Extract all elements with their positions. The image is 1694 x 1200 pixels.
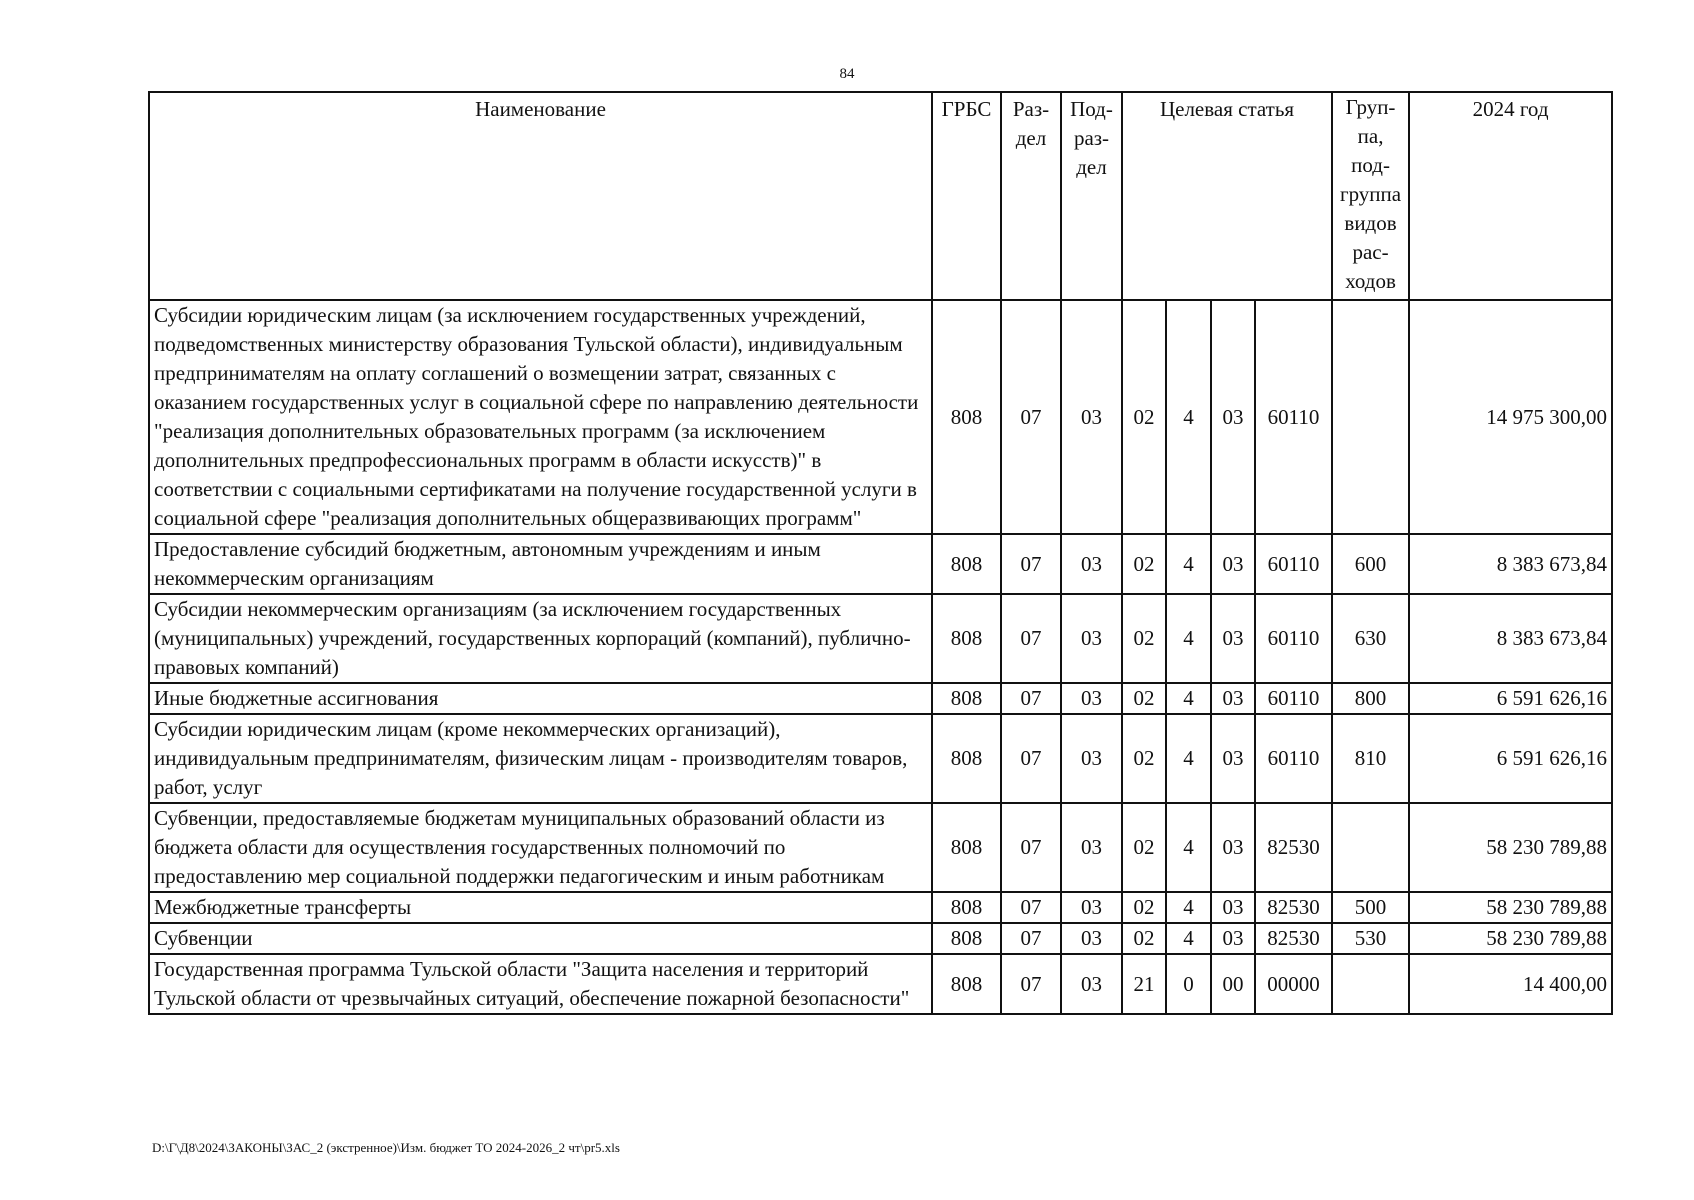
row-grbs: 808 — [932, 923, 1001, 954]
row-target-direction: 60110 — [1255, 300, 1332, 534]
row-grbs: 808 — [932, 683, 1001, 714]
table-row — [149, 803, 1612, 892]
row-amount: 6 591 626,16 — [1409, 683, 1612, 714]
row-expense-group: 800 — [1332, 683, 1409, 714]
row-podrazdel: 03 — [1061, 954, 1122, 1014]
row-target-program: 02 — [1122, 803, 1166, 892]
row-target-direction: 60110 — [1255, 534, 1332, 594]
row-expense-group: 530 — [1332, 923, 1409, 954]
row-grbs: 808 — [932, 892, 1001, 923]
table-row — [149, 954, 1612, 1014]
row-target-type: 4 — [1166, 892, 1211, 923]
row-grbs: 808 — [932, 534, 1001, 594]
header-razdel: Раз- дел — [1001, 92, 1061, 300]
row-razdel: 07 — [1001, 892, 1061, 923]
table-row — [149, 683, 1612, 714]
row-podrazdel: 03 — [1061, 803, 1122, 892]
row-target-type: 4 — [1166, 683, 1211, 714]
row-target-type: 4 — [1166, 923, 1211, 954]
footer-file-path: D:\Г\Д8\2024\ЗАКОНЫ\ЗАС_2 (экстренное)\Изм. бюджет ТО 2024-2026_2 чт\pr5.xls — [152, 1140, 620, 1155]
row-grbs: 808 — [932, 594, 1001, 683]
row-expense-group — [1332, 300, 1409, 534]
row-podrazdel: 03 — [1061, 892, 1122, 923]
row-target-type: 4 — [1166, 300, 1211, 534]
row-target-type: 4 — [1166, 714, 1211, 803]
row-target-program: 02 — [1122, 594, 1166, 683]
row-target-direction: 60110 — [1255, 683, 1332, 714]
row-expense-group: 810 — [1332, 714, 1409, 803]
row-amount: 8 383 673,84 — [1409, 534, 1612, 594]
row-target-direction: 60110 — [1255, 594, 1332, 683]
row-target-program: 02 — [1122, 300, 1166, 534]
row-target-program: 21 — [1122, 954, 1166, 1014]
row-target-program: 02 — [1122, 534, 1166, 594]
row-grbs: 808 — [932, 803, 1001, 892]
row-amount: 14 975 300,00 — [1409, 300, 1612, 534]
row-grbs: 808 — [932, 714, 1001, 803]
row-razdel: 07 — [1001, 534, 1061, 594]
row-target-subprogram: 03 — [1211, 714, 1255, 803]
row-target-type: 0 — [1166, 954, 1211, 1014]
row-target-direction: 60110 — [1255, 714, 1332, 803]
row-amount: 58 230 789,88 — [1409, 803, 1612, 892]
row-grbs: 808 — [932, 300, 1001, 534]
row-podrazdel: 03 — [1061, 683, 1122, 714]
row-amount: 58 230 789,88 — [1409, 892, 1612, 923]
row-razdel: 07 — [1001, 954, 1061, 1014]
row-amount: 8 383 673,84 — [1409, 594, 1612, 683]
header-podrazdel: Под- раз- дел — [1061, 92, 1122, 300]
row-name: Субсидии юридическим лицам (кроме некоммерческих организаций), индивидуальным предпринимателям, физическим лицам - производителям товаров, работ, услуг — [149, 714, 932, 803]
row-name: Межбюджетные трансферты — [149, 892, 932, 923]
row-expense-group: 500 — [1332, 892, 1409, 923]
row-expense-group — [1332, 803, 1409, 892]
budget-table — [148, 91, 1613, 1015]
row-name: Субсидии некоммерческим организациям (за исключением государственных (муниципальных) учреждений, государственных корпораций (компаний), публично-правовых компаний) — [149, 594, 932, 683]
row-target-subprogram: 03 — [1211, 534, 1255, 594]
row-target-program: 02 — [1122, 923, 1166, 954]
page-number: 84 — [839, 66, 855, 82]
row-expense-group — [1332, 954, 1409, 1014]
row-name: Иные бюджетные ассигнования — [149, 683, 932, 714]
row-target-direction: 82530 — [1255, 923, 1332, 954]
row-podrazdel: 03 — [1061, 714, 1122, 803]
row-name: Субвенции — [149, 923, 932, 954]
row-target-subprogram: 03 — [1211, 300, 1255, 534]
row-target-type: 4 — [1166, 534, 1211, 594]
row-amount: 58 230 789,88 — [1409, 923, 1612, 954]
row-razdel: 07 — [1001, 594, 1061, 683]
table-body — [149, 300, 1612, 1014]
row-amount: 14 400,00 — [1409, 954, 1612, 1014]
header-row — [149, 92, 1612, 300]
row-name: Предоставление субсидий бюджетным, автономным учреждениям и иным некоммерческим организациям — [149, 534, 932, 594]
row-target-program: 02 — [1122, 683, 1166, 714]
row-target-type: 4 — [1166, 803, 1211, 892]
table-row — [149, 594, 1612, 683]
row-target-direction: 82530 — [1255, 803, 1332, 892]
row-target-program: 02 — [1122, 714, 1166, 803]
row-podrazdel: 03 — [1061, 534, 1122, 594]
row-target-direction: 00000 — [1255, 954, 1332, 1014]
table-row — [149, 892, 1612, 923]
row-podrazdel: 03 — [1061, 594, 1122, 683]
row-grbs: 808 — [932, 954, 1001, 1014]
row-target-subprogram: 03 — [1211, 594, 1255, 683]
row-razdel: 07 — [1001, 923, 1061, 954]
row-razdel: 07 — [1001, 803, 1061, 892]
row-amount: 6 591 626,16 — [1409, 714, 1612, 803]
row-expense-group: 630 — [1332, 594, 1409, 683]
row-target-subprogram: 03 — [1211, 803, 1255, 892]
row-name: Субсидии юридическим лицам (за исключением государственных учреждений, подведомственных министерству образования Тульской области), индивидуальным предпринимателям на оплату соглашений о возмещении затрат, связанных с оказанием государственных услуг в социальной сфере по направлению деятельности "реализация дополнительных образовательных программ (за исключением дополнительных предпрофессиональных программ в области искусств)" в соответствии с социальными сертификатами на получение государственной услуги в социальной сфере "реализация дополнительных общеразвивающих программ" — [149, 300, 932, 534]
row-target-direction: 82530 — [1255, 892, 1332, 923]
header-expense-group: Груп- па, под- группа видов рас- ходов — [1332, 92, 1409, 300]
header-grbs: ГРБС — [932, 92, 1001, 300]
header-name: Наименование — [149, 92, 932, 300]
row-target-subprogram: 03 — [1211, 683, 1255, 714]
row-name: Государственная программа Тульской области "Защита населения и территорий Тульской области от чрезвычайных ситуаций, обеспечение пожарной безопасности" — [149, 954, 932, 1014]
row-razdel: 07 — [1001, 683, 1061, 714]
header-year: 2024 год — [1409, 92, 1612, 300]
row-target-type: 4 — [1166, 594, 1211, 683]
row-expense-group: 600 — [1332, 534, 1409, 594]
table-row — [149, 923, 1612, 954]
row-target-program: 02 — [1122, 892, 1166, 923]
row-podrazdel: 03 — [1061, 923, 1122, 954]
table-row — [149, 534, 1612, 594]
row-podrazdel: 03 — [1061, 300, 1122, 534]
row-target-subprogram: 03 — [1211, 923, 1255, 954]
row-target-subprogram: 00 — [1211, 954, 1255, 1014]
row-target-subprogram: 03 — [1211, 892, 1255, 923]
table-row — [149, 714, 1612, 803]
table-row — [149, 300, 1612, 534]
row-razdel: 07 — [1001, 300, 1061, 534]
row-razdel: 07 — [1001, 714, 1061, 803]
header-target-article: Целевая статья — [1122, 92, 1332, 300]
row-name: Субвенции, предоставляемые бюджетам муниципальных образований области из бюджета области для осуществления государственных полномочий по предоставлению мер социальной поддержки педагогическим и иным работникам — [149, 803, 932, 892]
